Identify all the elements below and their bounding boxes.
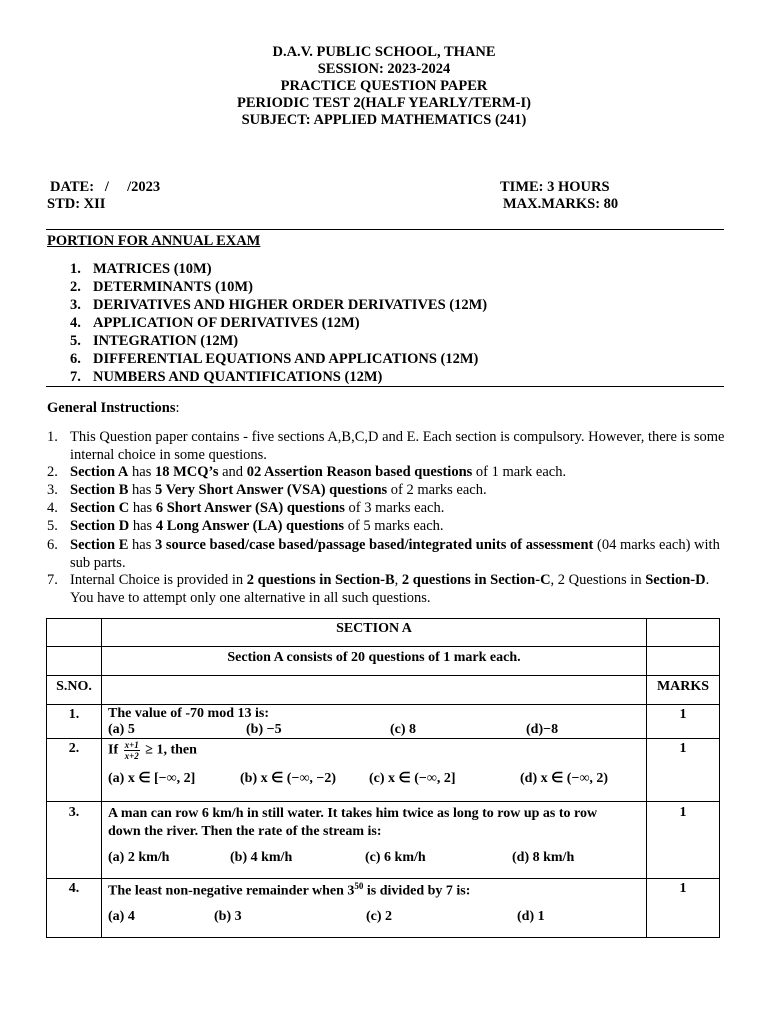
instruction-item: 2. Section A has 18 MCQ’s and 02 Assertion Reason based questions of 1 mark each. xyxy=(47,464,567,480)
option: (a) 2 km/h xyxy=(108,850,170,865)
section-title: SECTION A xyxy=(102,619,647,647)
option: (b) 4 km/h xyxy=(230,850,293,865)
option: (d)−8 xyxy=(526,722,559,737)
options xyxy=(108,909,640,925)
portion-item: 2. DETERMINANTS (10M) xyxy=(70,279,253,295)
table-row: 1. The value of -70 mod 13 is: (a) 5 (b) −5 (c) 8 (d)−8 1 xyxy=(47,705,720,739)
instruction-item: 7. Internal Choice is provided in 2 questions in Section-B, 2 questions in Section-C, 2 Questions in Section-D. You have to attempt only one alternative in all such questions. xyxy=(47,572,710,606)
section-subtitle: Section A consists of 20 questions of 1 mark each. xyxy=(102,647,647,676)
date-field: DATE: / /2023 xyxy=(50,179,161,195)
session: SESSION: 2023-2024 xyxy=(317,61,451,77)
portion-item: 5. INTEGRATION (12M) xyxy=(70,333,239,349)
option: (b) 3 xyxy=(214,908,242,924)
time-field: TIME: 3 HOURS xyxy=(500,179,610,195)
instructions-title: General Instructions: xyxy=(47,400,180,416)
col-sno: S.NO. xyxy=(47,676,102,705)
option: (c) 2 xyxy=(366,908,393,924)
option: (c) x ∈ (−∞, 2] xyxy=(369,771,456,786)
option: (c) 8 xyxy=(390,722,417,737)
instruction-item: 3. Section B has 5 Very Short Answer (VSA) questions of 2 marks each. xyxy=(47,482,487,498)
question-cell xyxy=(102,705,647,739)
table-row: 2. If $\frac{x+1}{x+2}$ ≥ 1, then (a) x ∈ [−∞, 2] (b) x ∈ (−∞, −2) (c) x ∈ (−∞, 2] (d) x ∈ (−∞, 2) 1 xyxy=(47,739,720,802)
marks: 1 xyxy=(647,705,720,739)
options xyxy=(108,722,640,738)
question-text: If $\frac{x+1}{x+2}$ ≥ 1, then xyxy=(108,740,197,761)
portion-item: 1. MATRICES (10M) xyxy=(70,261,212,277)
question-text: The least non-negative remainder when $3^{50}$ is divided by 7 is: xyxy=(108,881,471,899)
question-text: The value of -70 mod 13 is: xyxy=(108,706,269,721)
portion-item: 7. NUMBERS AND QUANTIFICATIONS (12M) xyxy=(70,369,383,385)
options xyxy=(108,850,640,866)
option: (d) x ∈ (−∞, 2) xyxy=(520,771,609,786)
option: (d) 1 xyxy=(517,908,545,924)
test-name: PERIODIC TEST 2(HALF YEARLY/TERM-I) xyxy=(237,95,531,111)
question-cell xyxy=(102,739,647,802)
col-marks: MARKS xyxy=(647,676,720,705)
question-cell xyxy=(102,879,647,938)
portion-title: PORTION FOR ANNUAL EXAM xyxy=(47,233,261,249)
instruction-item: 5. Section D has 4 Long Answer (LA) questions of 5 marks each. xyxy=(47,518,444,534)
option: (a) x ∈ [−∞, 2] xyxy=(108,771,196,786)
portion-item: 3. DERIVATIVES AND HIGHER ORDER DERIVATIVES (12M) xyxy=(70,297,488,313)
instruction-item: 1. This Question paper contains - five sections A,B,C,D and E. Each section is compulsory. However, there is some internal choice in some questions. xyxy=(47,429,725,463)
options xyxy=(108,770,640,787)
marks: 1 xyxy=(647,802,720,879)
subject: SUBJECT: APPLIED MATHEMATICS (241) xyxy=(241,112,527,128)
paper-type: PRACTICE QUESTION PAPER xyxy=(280,78,488,94)
marks: 1 xyxy=(647,879,720,938)
divider-bottom xyxy=(46,386,724,387)
table-row: 3. A man can row 6 km/h in still water. It takes him twice as long to row up as to row down the river. Then the rate of the stream is: (a) 2 km/h (b) 4 km/h (c) 6 km/h (d) 8 km/h 1 xyxy=(47,802,720,879)
school-name: D.A.V. PUBLIC SCHOOL, THANE xyxy=(272,44,496,60)
option: (b) x ∈ (−∞, −2) xyxy=(240,771,337,786)
option: (b) −5 xyxy=(246,722,282,737)
divider-top xyxy=(46,229,724,230)
question-cell xyxy=(102,802,647,879)
question-text: A man can row 6 km/h in still water. It takes him twice as long to row up as to row down the river. Then the rate of the stream is: xyxy=(108,806,598,839)
std-field: STD: XII xyxy=(47,196,106,212)
option: (c) 6 km/h xyxy=(365,850,426,865)
option: (d) 8 km/h xyxy=(512,850,575,865)
marks: 1 xyxy=(647,739,720,802)
max-marks-field: MAX.MARKS: 80 xyxy=(503,196,619,212)
instruction-item: 6. Section E has 3 source based/case based/passage based/integrated units of assessment (04 marks each) with sub parts. xyxy=(47,537,720,571)
option: (a) 4 xyxy=(108,908,135,924)
option: (a) 5 xyxy=(108,722,135,737)
portion-item: 6. DIFFERENTIAL EQUATIONS AND APPLICATIONS (12M) xyxy=(70,351,479,367)
section-a-table xyxy=(46,618,720,938)
table-row: 4. The least non-negative remainder when $3^{50}$ is divided by 7 is: (a) 4 (b) 3 (c) 2 (d) 1 1 xyxy=(47,879,720,938)
instruction-item: 4. Section C has 6 Short Answer (SA) questions of 3 marks each. xyxy=(47,500,445,516)
portion-item: 4. APPLICATION OF DERIVATIVES (12M) xyxy=(70,315,360,331)
